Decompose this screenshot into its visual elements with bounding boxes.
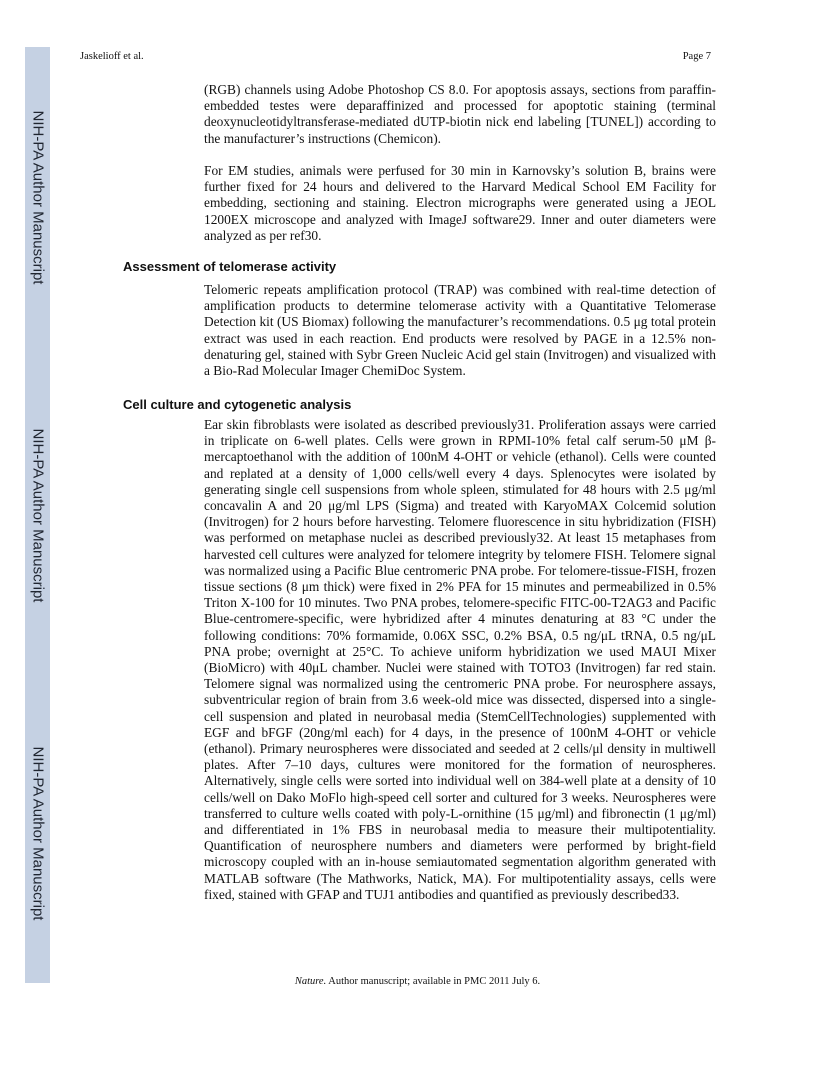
- manuscript-sidebar: [25, 47, 50, 983]
- section-heading-cell-culture: Cell culture and cytogenetic analysis: [123, 397, 352, 412]
- sidebar-label-2: NIH-PA Author Manuscript: [29, 428, 46, 602]
- paragraph-cell-culture: Ear skin fibroblasts were isolated as described previously31. Proliferation assays were carried in triplicate on 6-well plates. Cells were grown in RPMI-10% fetal calf serum-50 μM β-mercaptoethanol with the addition of 100nM 4-OHT or vehicle (ethanol). Cells were counted and replated at a density of 1,000 cells/well every 4 days. Splenocytes were isolated by generating single cell suspensions from whole spleen, stimulated for 48 hours with 2.5 μg/ml concavalin A and 20 μg/ml LPS (Sigma) and treated with KaryoMAX Colcemid solution (Invitrogen) for 2 hours before harvesting. Telomere fluorescence in situ hybridization (FISH) was performed on metaphase nuclei as described previously32. At least 15 metaphases from harvested cell cultures were analyzed for telomere integrity by telomere FISH. Telomere signal was normalized using a Pacific Blue centromeric PNA probe. For telomere-tissue-FISH, frozen tissue sections (8 μm thick) were fixed in 2% PFA for 15 minutes and permeabilized in 0.5% Triton X-100 for 10 minutes. Two PNA probes, telomere-specific FITC-00-T2AG3 and Pacific Blue-centromere-specific, were hybridized after 4 minutes denaturing at 83 °C under the following conditions: 70% formamide, 0.06X SSC, 0.2% BSA, 0.5 ng/μL tRNA, 0.5 ng/μL PNA probe; overnight at 25°C. To achieve uniform hybridization we used MAUI Mixer (BioMicro) with 40μL chamber. Nuclei were stained with TOTO3 (Invitrogen) far red stain. Telomere signal was normalized using the centromeric PNA probe. For neurosphere assays, subventricular region of brain from 3.6 week-old mice was dissected, dispersed into a single-cell suspension and plated in neurobasal media (StemCellTechnologies) supplemented with EGF and bFGF (20ng/ml each) for 4 days, in the presence of 100nM 4-OHT or vehicle (ethanol). Primary neurospheres were dissociated and seeded at 2 cells/μl density in multiwell plates. After 7–10 days, cultures were monitored for the formation of neurospheres. Alternatively, single cells were sorted into individual well on 384-well plate at a density of 10 cells/well on Dako MoFlo high-speed cell sorter and cultured for 3 weeks. Neurospheres were transferred to culture wells coated with poly-L-ornithine (15 μg/ml) and fibronectin (1 μg/ml) and differentiated in 1% FBS in neurobasal media to measure their multipotentiality. Quantification of neurosphere numbers and diameters were performed by bright-field microscopy coupled with an in-house semiautomated segmentation algorithm generated with MATLAB software (The Mathworks, Natick, MA). For multipotentiality assays, cells were fixed, stained with GFAP and TUJ1 antibodies and quantified as previously described33.: [204, 417, 716, 902]
- running-header-author: Jaskelioff et al.: [80, 51, 144, 62]
- sidebar-label-1: NIH-PA Author Manuscript: [29, 110, 46, 284]
- paragraph-em-studies: For EM studies, animals were perfused for 30 min in Karnovsky’s solution B, brains were further fixed for 24 hours and delivered to the Harvard Medical School EM Facility for embedding, sectioning and staining. Electron micrographs were generated using a JEOL 1200EX microscope and analyzed with ImageJ software29. Inner and outer diameters were analyzed as per ref30.: [204, 163, 716, 243]
- paragraph-apoptosis: (RGB) channels using Adobe Photoshop CS 8.0. For apoptosis assays, sections from paraffin-embedded testes were deparaffinized and processed for apoptotic staining (terminal deoxynucleotidyltransferase-mediated dUTP-biotin nick end labeling [TUNEL]) according to the manufacturer’s instructions (Chemicon).: [204, 82, 716, 146]
- page-number: Page 7: [682, 51, 711, 62]
- section-heading-telomerase: Assessment of telomerase activity: [123, 259, 337, 274]
- paragraph-trap: Telomeric repeats amplification protocol (TRAP) was combined with real-time detection of amplification products to determine telomerase activity with a Quantitative Telomerase Detection kit (US Biomax) following the manufacturer’s recommendations. 0.5 μg total protein extract was used in each reaction. End products were resolved by PAGE in a 12.5% non-denaturing gel, stained with Sybr Green Nucleic Acid gel stain (Invitrogen) and visualized with a Bio-Rad Molecular Imager ChemiDoc System.: [204, 282, 716, 379]
- page-footer: Nature. Author manuscript; available in PMC 2011 July 6.: [294, 976, 541, 987]
- sidebar-label-3: NIH-PA Author Manuscript: [29, 746, 46, 920]
